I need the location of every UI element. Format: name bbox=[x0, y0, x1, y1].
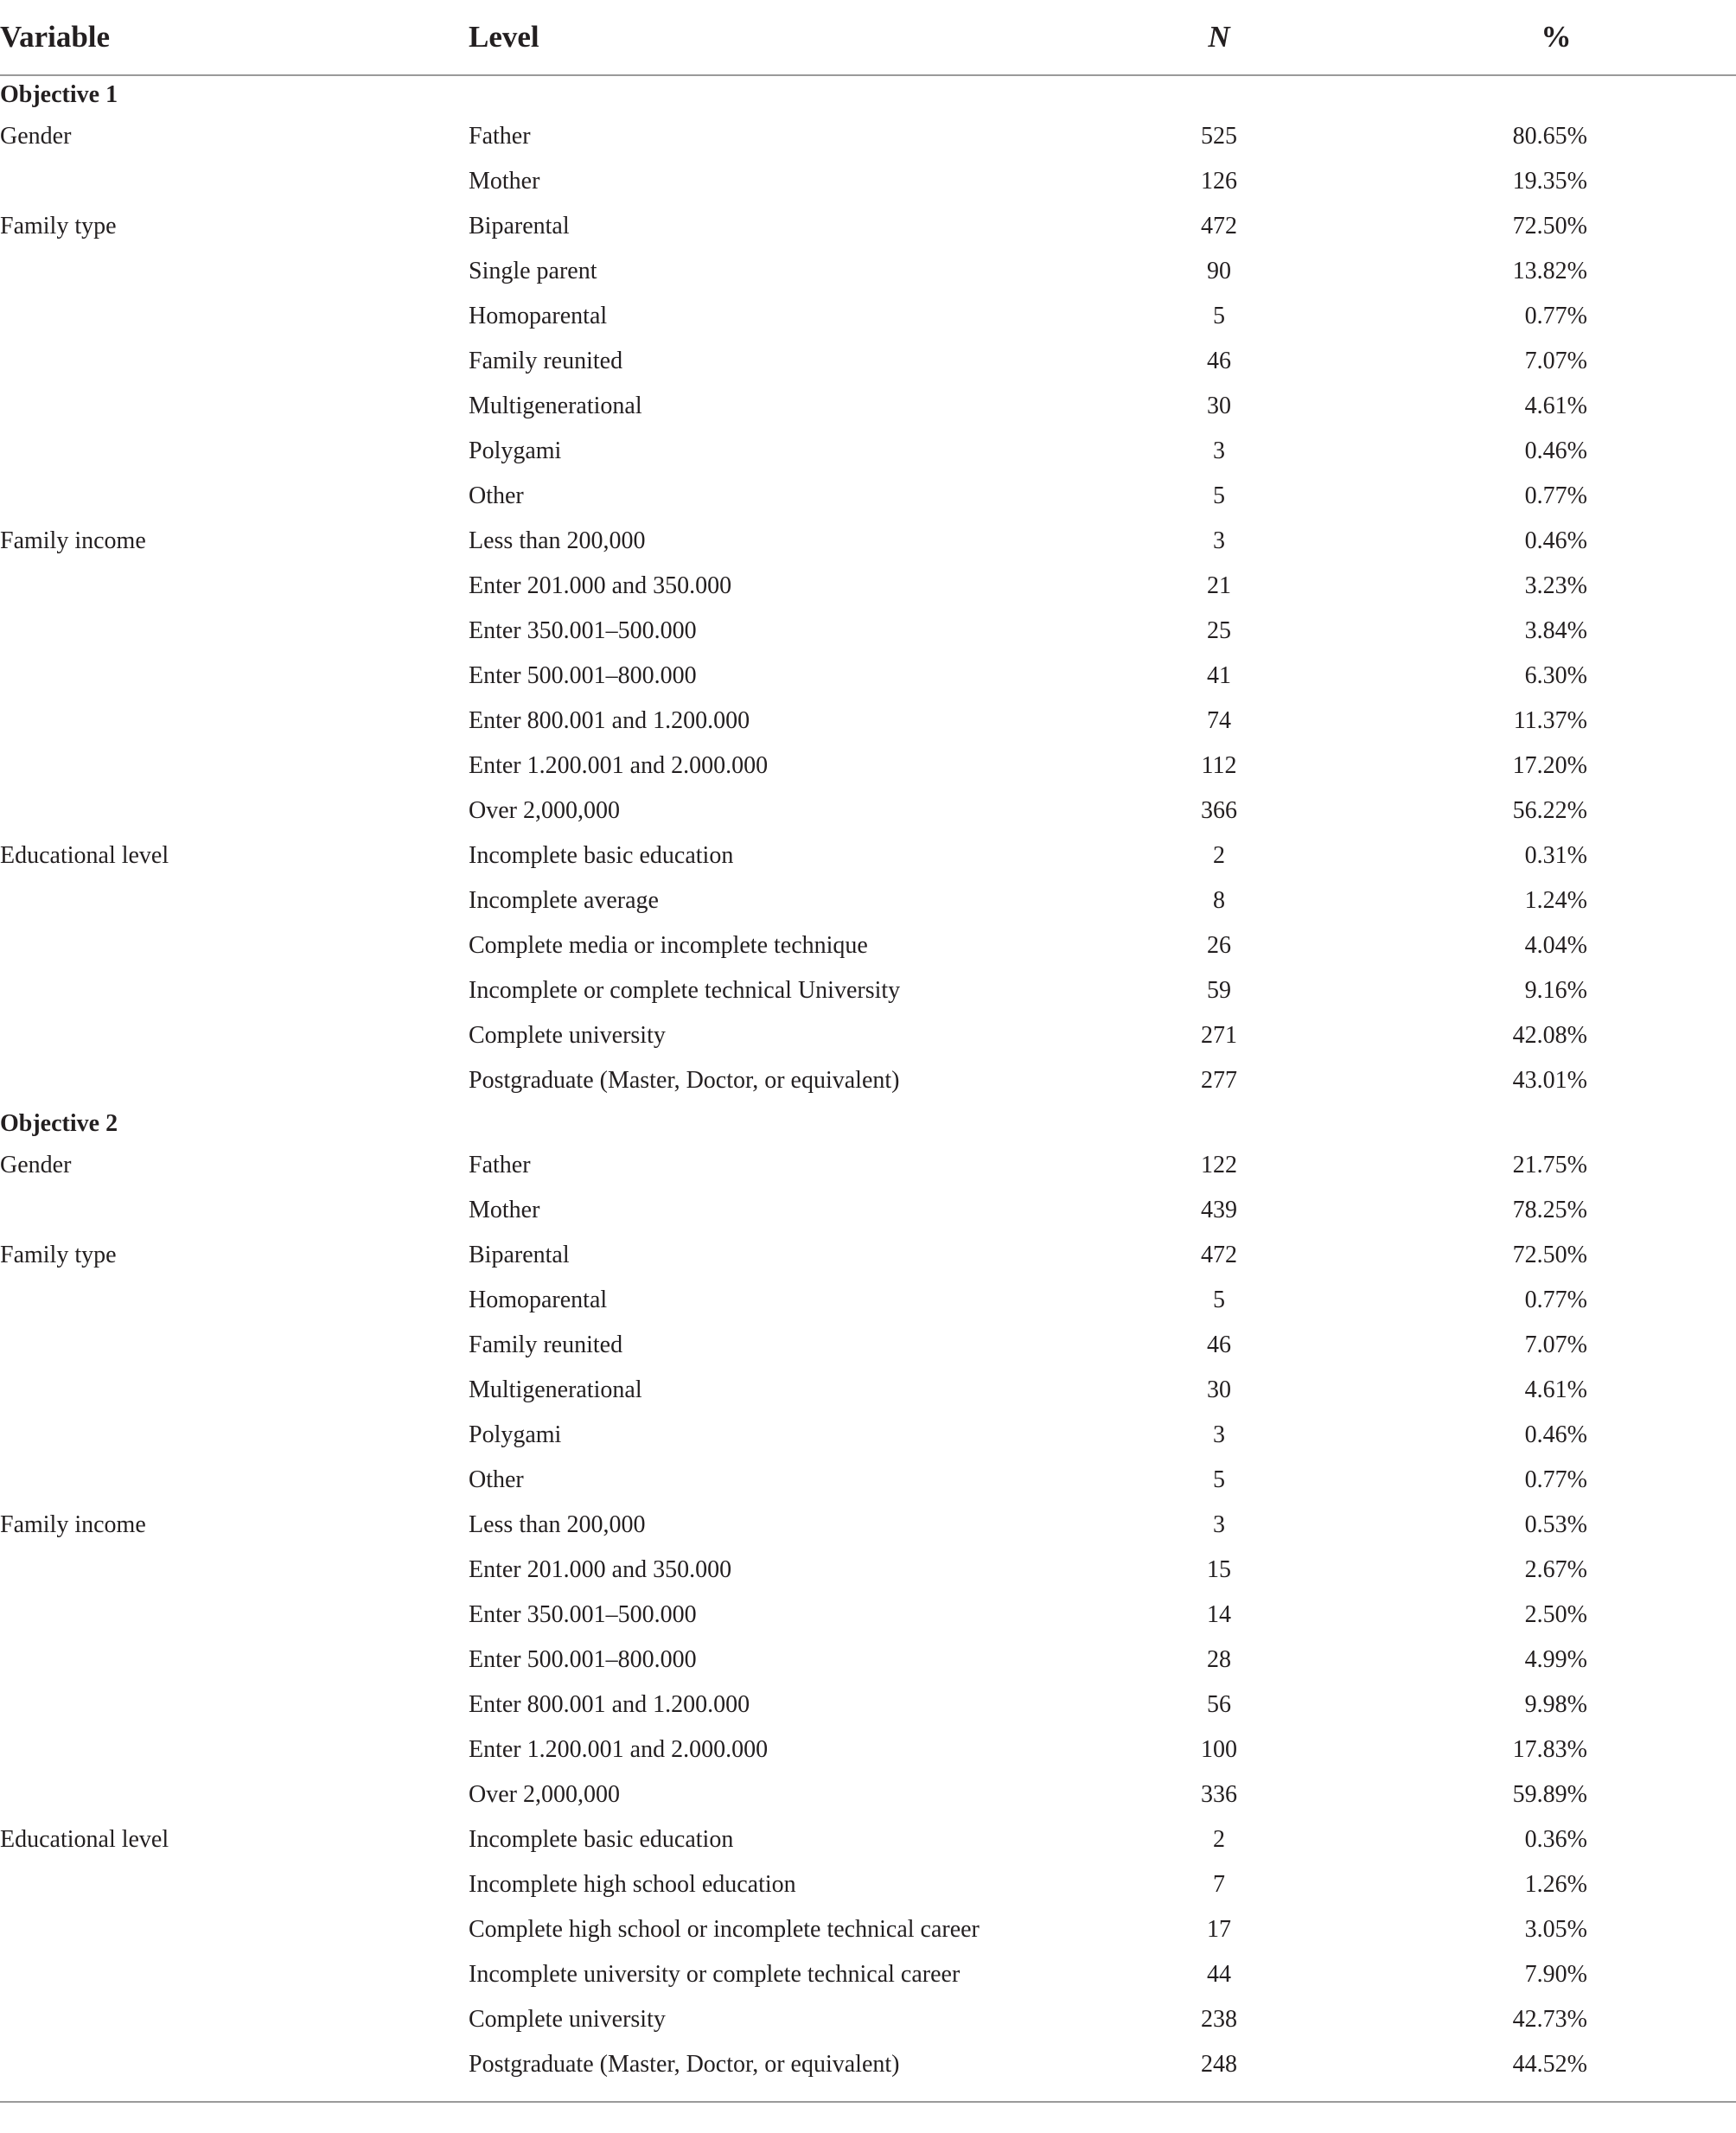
n-cell: 248 bbox=[1201, 2051, 1237, 2078]
n-cell: 17 bbox=[1207, 1916, 1231, 1943]
percent-cell: 0.36% bbox=[1524, 1826, 1587, 1853]
n-cell: 8 bbox=[1213, 887, 1225, 914]
percent-cell: 9.16% bbox=[1524, 977, 1587, 1004]
level-cell: Incomplete average bbox=[469, 887, 659, 914]
table-row bbox=[0, 835, 1736, 880]
percent-cell: 80.65% bbox=[1512, 123, 1587, 150]
percent-cell: 17.83% bbox=[1512, 1736, 1587, 1763]
n-cell: 3 bbox=[1213, 1421, 1225, 1448]
n-cell: 112 bbox=[1201, 752, 1237, 779]
n-cell: 44 bbox=[1207, 1961, 1231, 1988]
percent-cell: 78.25% bbox=[1512, 1197, 1587, 1223]
level-cell: Incomplete basic education bbox=[469, 1826, 734, 1853]
level-cell: Incomplete high school education bbox=[469, 1871, 796, 1898]
level-cell: Multigenerational bbox=[469, 393, 642, 419]
percent-cell: 2.67% bbox=[1524, 1556, 1587, 1583]
n-cell: 26 bbox=[1207, 932, 1231, 959]
n-cell: 336 bbox=[1201, 1781, 1237, 1808]
table-row bbox=[0, 1459, 1736, 1504]
variable-cell: Family income bbox=[0, 527, 146, 554]
table-row bbox=[0, 1774, 1736, 1819]
table-row bbox=[0, 1015, 1736, 1060]
level-cell: Homoparental bbox=[469, 1287, 608, 1313]
n-cell: 28 bbox=[1207, 1646, 1231, 1673]
n-cell: 59 bbox=[1207, 977, 1231, 1004]
n-cell: 100 bbox=[1201, 1736, 1237, 1763]
percent-cell: 0.46% bbox=[1524, 527, 1587, 554]
n-cell: 3 bbox=[1213, 527, 1225, 554]
level-cell: Incomplete or complete technical University bbox=[469, 977, 901, 1004]
table-row bbox=[0, 700, 1736, 745]
variable-cell: Educational level bbox=[0, 842, 169, 869]
table-row bbox=[0, 1954, 1736, 1999]
n-cell: 2 bbox=[1213, 842, 1225, 869]
n-cell: 277 bbox=[1201, 1067, 1237, 1094]
table-row bbox=[0, 116, 1736, 161]
percent-cell: 17.20% bbox=[1512, 752, 1587, 779]
n-cell: 30 bbox=[1207, 1376, 1231, 1403]
n-cell: 5 bbox=[1213, 482, 1225, 509]
table-row bbox=[0, 206, 1736, 251]
percent-cell: 4.61% bbox=[1524, 393, 1587, 419]
header-variable: Variable bbox=[0, 20, 111, 54]
percent-cell: 2.50% bbox=[1524, 1601, 1587, 1628]
table-row bbox=[0, 655, 1736, 700]
table-row bbox=[0, 925, 1736, 970]
header-percent: % bbox=[1541, 20, 1572, 54]
level-cell: Incomplete basic education bbox=[469, 842, 734, 869]
table-row bbox=[0, 161, 1736, 206]
header-n: N bbox=[1208, 20, 1230, 54]
percent-cell: 0.77% bbox=[1524, 482, 1587, 509]
percent-cell: 42.08% bbox=[1512, 1022, 1587, 1049]
table-row bbox=[0, 745, 1736, 790]
percent-cell: 44.52% bbox=[1512, 2051, 1587, 2078]
level-cell: Enter 201.000 and 350.000 bbox=[469, 572, 732, 599]
table-row bbox=[0, 431, 1736, 476]
variable-cell: Family type bbox=[0, 1242, 117, 1268]
level-cell: Postgraduate (Master, Doctor, or equivalent) bbox=[469, 2051, 900, 2078]
table-row bbox=[0, 565, 1736, 610]
percent-cell: 0.46% bbox=[1524, 1421, 1587, 1448]
table-row bbox=[0, 251, 1736, 296]
section-heading-row bbox=[0, 76, 1736, 116]
percent-cell: 7.07% bbox=[1524, 1332, 1587, 1358]
percent-cell: 0.77% bbox=[1524, 303, 1587, 329]
level-cell: Enter 800.001 and 1.200.000 bbox=[469, 707, 750, 734]
n-cell: 7 bbox=[1213, 1871, 1225, 1898]
level-cell: Enter 500.001–800.000 bbox=[469, 1646, 697, 1673]
variable-cell: Educational level bbox=[0, 1826, 169, 1853]
percent-cell: 21.75% bbox=[1512, 1152, 1587, 1178]
n-cell: 238 bbox=[1201, 2006, 1237, 2033]
variable-cell: Family type bbox=[0, 213, 117, 239]
n-cell: 3 bbox=[1213, 437, 1225, 464]
n-cell: 3 bbox=[1213, 1511, 1225, 1538]
table-row bbox=[0, 341, 1736, 386]
table-row bbox=[0, 386, 1736, 431]
table-row bbox=[0, 970, 1736, 1015]
percent-cell: 42.73% bbox=[1512, 2006, 1587, 2033]
table-row bbox=[0, 476, 1736, 520]
table-row bbox=[0, 1639, 1736, 1684]
table-row bbox=[0, 520, 1736, 565]
percent-cell: 4.04% bbox=[1524, 932, 1587, 959]
section-title: Objective 1 bbox=[0, 81, 118, 108]
n-cell: 5 bbox=[1213, 303, 1225, 329]
level-cell: Postgraduate (Master, Doctor, or equivalent) bbox=[469, 1067, 900, 1094]
n-cell: 472 bbox=[1201, 1242, 1237, 1268]
level-cell: Enter 350.001–500.000 bbox=[469, 1601, 697, 1628]
level-cell: Homoparental bbox=[469, 303, 608, 329]
percent-cell: 72.50% bbox=[1512, 1242, 1587, 1268]
percent-cell: 0.77% bbox=[1524, 1466, 1587, 1493]
n-cell: 126 bbox=[1201, 168, 1237, 195]
percent-cell: 1.24% bbox=[1524, 887, 1587, 914]
percent-cell: 0.53% bbox=[1524, 1511, 1587, 1538]
percent-cell: 6.30% bbox=[1524, 662, 1587, 689]
table-row bbox=[0, 1145, 1736, 1190]
level-cell: Over 2,000,000 bbox=[469, 797, 620, 824]
table-row bbox=[0, 1819, 1736, 1864]
n-cell: 271 bbox=[1201, 1022, 1237, 1049]
percent-cell: 7.07% bbox=[1524, 348, 1587, 374]
level-cell: Complete university bbox=[469, 2006, 666, 2033]
level-cell: Father bbox=[469, 123, 531, 150]
level-cell: Polygami bbox=[469, 437, 562, 464]
level-cell: Complete university bbox=[469, 1022, 666, 1049]
section-heading-row bbox=[0, 1105, 1736, 1145]
percent-cell: 72.50% bbox=[1512, 213, 1587, 239]
n-cell: 122 bbox=[1201, 1152, 1237, 1178]
percent-cell: 19.35% bbox=[1512, 168, 1587, 195]
n-cell: 46 bbox=[1207, 348, 1231, 374]
level-cell: Incomplete university or complete technical career bbox=[469, 1961, 961, 1988]
percent-cell: 4.99% bbox=[1524, 1646, 1587, 1673]
level-cell: Biparental bbox=[469, 1242, 570, 1268]
n-cell: 30 bbox=[1207, 393, 1231, 419]
percent-cell: 0.77% bbox=[1524, 1287, 1587, 1313]
table-bottom-rule bbox=[0, 2089, 1736, 2103]
level-cell: Over 2,000,000 bbox=[469, 1781, 620, 1808]
table-header bbox=[0, 0, 1736, 76]
n-cell: 14 bbox=[1207, 1601, 1231, 1628]
percent-cell: 43.01% bbox=[1512, 1067, 1587, 1094]
table-row bbox=[0, 1060, 1736, 1105]
percent-cell: 11.37% bbox=[1513, 707, 1587, 734]
table-row bbox=[0, 1235, 1736, 1280]
level-cell: Father bbox=[469, 1152, 531, 1178]
percent-cell: 0.31% bbox=[1524, 842, 1587, 869]
variable-cell: Gender bbox=[0, 1152, 72, 1178]
level-cell: Biparental bbox=[469, 213, 570, 239]
level-cell: Enter 800.001 and 1.200.000 bbox=[469, 1691, 750, 1718]
n-cell: 41 bbox=[1207, 662, 1231, 689]
percent-cell: 0.46% bbox=[1524, 437, 1587, 464]
table-row bbox=[0, 1594, 1736, 1639]
percent-cell: 56.22% bbox=[1512, 797, 1587, 824]
percent-cell: 9.98% bbox=[1524, 1691, 1587, 1718]
level-cell: Enter 350.001–500.000 bbox=[469, 617, 697, 644]
percent-cell: 3.84% bbox=[1524, 617, 1587, 644]
section-title: Objective 2 bbox=[0, 1110, 118, 1137]
n-cell: 15 bbox=[1207, 1556, 1231, 1583]
n-cell: 56 bbox=[1207, 1691, 1231, 1718]
percent-cell: 3.05% bbox=[1524, 1916, 1587, 1943]
table-row bbox=[0, 1864, 1736, 1909]
level-cell: Enter 1.200.001 and 2.000.000 bbox=[469, 1736, 769, 1763]
level-cell: Enter 1.200.001 and 2.000.000 bbox=[469, 752, 769, 779]
table-row bbox=[0, 1729, 1736, 1774]
table-row bbox=[0, 880, 1736, 925]
level-cell: Enter 201.000 and 350.000 bbox=[469, 1556, 732, 1583]
level-cell: Family reunited bbox=[469, 348, 623, 374]
header-level: Level bbox=[469, 20, 539, 54]
table-row bbox=[0, 1684, 1736, 1729]
n-cell: 74 bbox=[1207, 707, 1231, 734]
n-cell: 21 bbox=[1207, 572, 1231, 599]
n-cell: 472 bbox=[1201, 213, 1237, 239]
n-cell: 90 bbox=[1207, 258, 1231, 284]
percent-cell: 13.82% bbox=[1512, 258, 1587, 284]
percent-cell: 1.26% bbox=[1524, 1871, 1587, 1898]
table-row bbox=[0, 1370, 1736, 1415]
level-cell: Single parent bbox=[469, 258, 597, 284]
variable-cell: Gender bbox=[0, 123, 72, 150]
level-cell: Mother bbox=[469, 168, 540, 195]
level-cell: Less than 200,000 bbox=[469, 1511, 646, 1538]
percent-cell: 59.89% bbox=[1512, 1781, 1587, 1808]
level-cell: Less than 200,000 bbox=[469, 527, 646, 554]
table-row bbox=[0, 610, 1736, 655]
level-cell: Complete high school or incomplete technical career bbox=[469, 1916, 980, 1943]
level-cell: Polygami bbox=[469, 1421, 562, 1448]
n-cell: 5 bbox=[1213, 1466, 1225, 1493]
table-row bbox=[0, 1549, 1736, 1594]
level-cell: Enter 500.001–800.000 bbox=[469, 662, 697, 689]
n-cell: 366 bbox=[1201, 797, 1237, 824]
variable-cell: Family income bbox=[0, 1511, 146, 1538]
percent-cell: 7.90% bbox=[1524, 1961, 1587, 1988]
level-cell: Multigenerational bbox=[469, 1376, 642, 1403]
table-row bbox=[0, 1504, 1736, 1549]
table-row bbox=[0, 1325, 1736, 1370]
level-cell: Other bbox=[469, 1466, 524, 1493]
n-cell: 2 bbox=[1213, 1826, 1225, 1853]
n-cell: 439 bbox=[1201, 1197, 1237, 1223]
percent-cell: 3.23% bbox=[1524, 572, 1587, 599]
n-cell: 25 bbox=[1207, 617, 1231, 644]
table-row bbox=[0, 1280, 1736, 1325]
table-row bbox=[0, 1909, 1736, 1954]
level-cell: Other bbox=[469, 482, 524, 509]
level-cell: Family reunited bbox=[469, 1332, 623, 1358]
n-cell: 5 bbox=[1213, 1287, 1225, 1313]
table-row bbox=[0, 2044, 1736, 2089]
table-row bbox=[0, 296, 1736, 341]
n-cell: 525 bbox=[1201, 123, 1237, 150]
level-cell: Mother bbox=[469, 1197, 540, 1223]
table-body bbox=[0, 76, 1736, 2089]
table-row bbox=[0, 790, 1736, 835]
n-cell: 46 bbox=[1207, 1332, 1231, 1358]
table-row bbox=[0, 1999, 1736, 2044]
percent-cell: 4.61% bbox=[1524, 1376, 1587, 1403]
table-row bbox=[0, 1415, 1736, 1459]
table-row bbox=[0, 1190, 1736, 1235]
level-cell: Complete media or incomplete technique bbox=[469, 932, 868, 959]
